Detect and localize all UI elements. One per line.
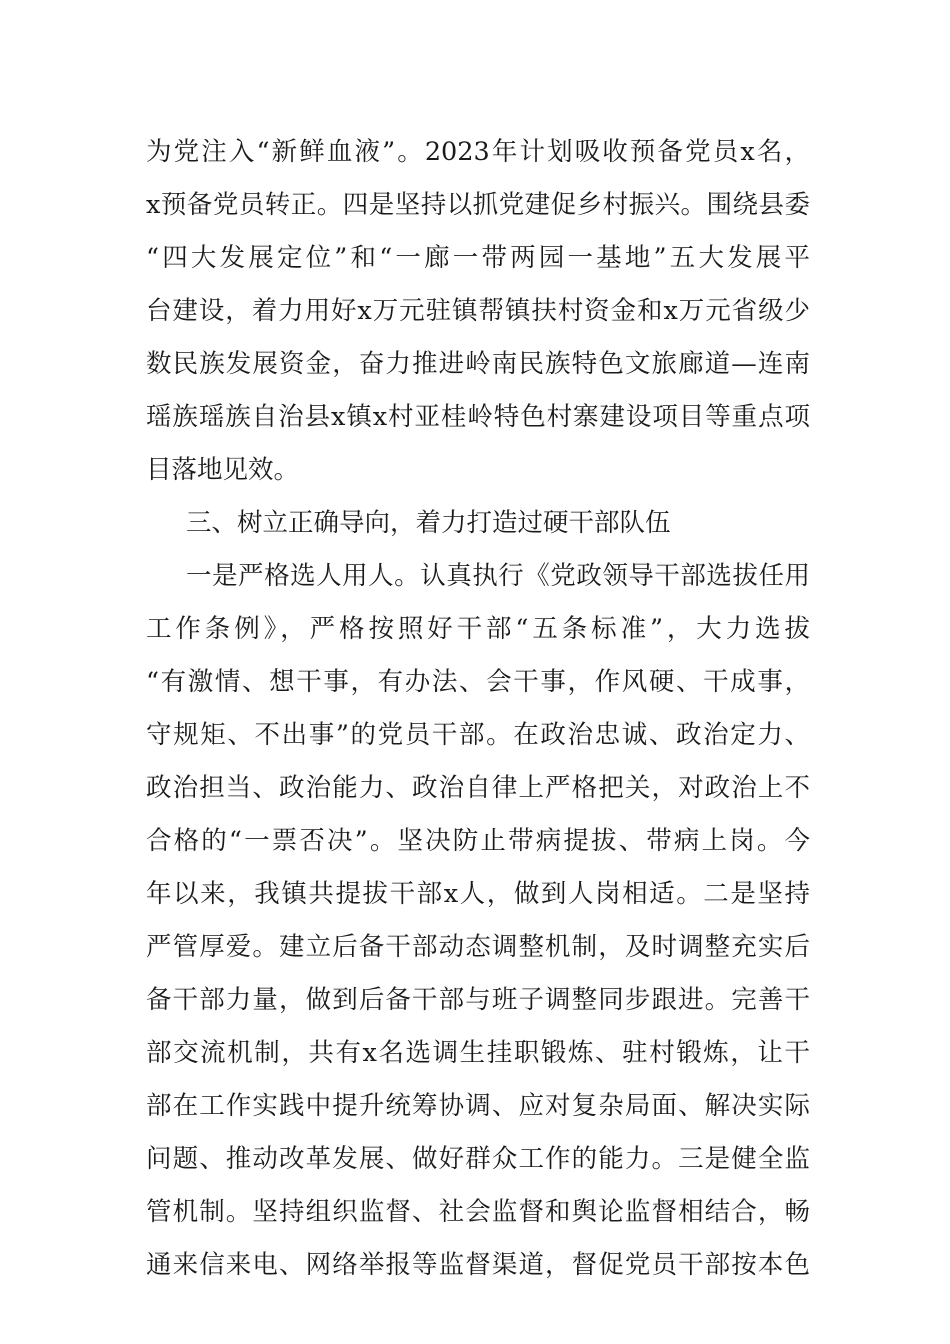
text-line: 备干部力量，做到后备干部与班子调整同步跟进。完善干	[146, 985, 810, 1015]
text-line: 目落地见效。	[146, 455, 300, 485]
text-line: 合格的“一票否决”。坚决防止带病提拔、带病上岗。今	[146, 826, 810, 856]
text-line: 问题、推动改革发展、做好群众工作的能力。三是健全监	[146, 1144, 810, 1174]
text-line: 瑶族瑶族自治县x镇x村亚桂岭特色村寨建设项目等重点项	[146, 402, 810, 432]
text-line: 台建设，着力用好x万元驻镇帮镇扶村资金和x万元省级少	[146, 296, 810, 326]
text-line: 通来信来电、网络举报等监督渠道，督促党员干部按本色	[146, 1250, 810, 1280]
document-body	[146, 126, 810, 1292]
text-line: 部在工作实践中提升统筹协调、应对复杂局面、解决实际	[146, 1091, 810, 1121]
text-line: 为党注入“新鲜血液”。2023年计划吸收预备党员x名，	[146, 137, 810, 167]
text-line: 一是严格选人用人。认真执行《党政领导干部选拔任用	[186, 561, 810, 591]
text-line: “有激情、想干事，有办法、会干事，作风硬、干成事，	[146, 667, 810, 697]
text-line: 政治担当、政治能力、政治自律上严格把关，对政治上不	[146, 773, 810, 803]
text-line: 守规矩、不出事”的党员干部。在政治忠诚、政治定力、	[146, 720, 810, 750]
section-heading: 三、树立正确导向，着力打造过硬干部队伍	[186, 508, 671, 538]
text-line: 管机制。坚持组织监督、社会监督和舆论监督相结合，畅	[146, 1197, 810, 1227]
text-line: 部交流机制，共有x名选调生挂职锻炼、驻村锻炼，让干	[146, 1038, 810, 1068]
text-line: 工作条例》，严格按照好干部“五条标准”，大力选拔	[146, 614, 810, 644]
text-line: “四大发展定位”和“一廊一带两园一基地”五大发展平	[146, 243, 810, 273]
text-line: 严管厚爱。建立后备干部动态调整机制，及时调整充实后	[146, 932, 810, 962]
text-line: 年以来，我镇共提拔干部x人，做到人岗相适。二是坚持	[146, 879, 810, 909]
text-line: x预备党员转正。四是坚持以抓党建促乡村振兴。围绕县委	[146, 190, 810, 220]
text-line: 数民族发展资金，奋力推进岭南民族特色文旅廊道—连南	[146, 349, 810, 379]
